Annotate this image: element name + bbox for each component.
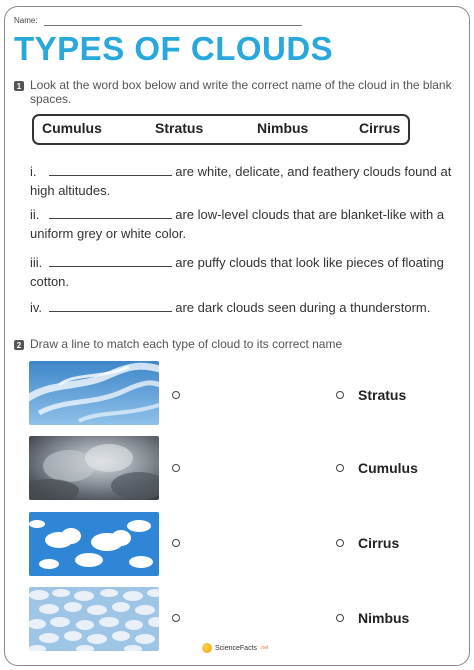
match-dot-left-2[interactable] <box>172 464 180 472</box>
match-dot-left-4[interactable] <box>172 614 180 622</box>
match-dot-right-3[interactable] <box>336 539 344 547</box>
match-label-cumulus: Cumulus <box>358 460 418 476</box>
question-2-text: are low-level clouds that are blanket-like with a uniform grey or white color. <box>30 207 445 241</box>
cloud-image-nimbus <box>29 436 159 500</box>
question-1-text: are white, delicate, and feathery clouds found at high altitudes. <box>30 164 452 198</box>
question-3-text: are puffy clouds that look like pieces of floating cotton. <box>30 255 444 289</box>
logo-text: ScienceFacts <box>215 644 258 652</box>
section-1-instruction: Look at the word box below and write the correct name of the cloud in the blank spaces. <box>30 78 452 106</box>
question-4 <box>30 298 454 317</box>
word-box-item-cumulus: Cumulus <box>42 120 102 136</box>
question-2 <box>30 205 454 243</box>
section-2-instruction: Draw a line to match each type of cloud to its correct name <box>30 337 343 351</box>
match-label-cirrus: Cirrus <box>358 535 400 551</box>
step-2-badge: 2 <box>14 340 24 350</box>
match-dot-right-1[interactable] <box>336 391 344 399</box>
word-box-item-stratus: Stratus <box>155 120 204 136</box>
match-dot-right-2[interactable] <box>336 464 344 472</box>
question-3 <box>30 253 454 291</box>
cloud-image-cumulus <box>29 512 159 576</box>
cloud-image-stratus <box>29 587 159 651</box>
match-label-stratus: Stratus <box>358 387 407 403</box>
match-dot-left-1[interactable] <box>172 391 180 399</box>
answer-blank-4[interactable] <box>49 300 172 312</box>
sun-icon <box>202 643 212 653</box>
question-4-text: are dark clouds seen during a thunderstorm. <box>175 300 431 315</box>
match-dot-right-4[interactable] <box>336 614 344 622</box>
answer-blank-2[interactable] <box>49 207 172 219</box>
question-1-number: i. <box>30 164 37 179</box>
logo-suffix: .net <box>260 645 269 651</box>
question-2-number: ii. <box>30 207 40 222</box>
step-1-badge: 1 <box>14 81 24 91</box>
question-1 <box>30 162 454 200</box>
sciencefacts-logo <box>202 643 268 653</box>
page-title: TYPES OF CLOUDS <box>14 30 334 67</box>
question-3-number: iii. <box>30 255 43 270</box>
answer-blank-1[interactable] <box>49 164 172 176</box>
name-field[interactable] <box>44 25 302 26</box>
word-box-item-cirrus: Cirrus <box>359 120 401 136</box>
match-label-nimbus: Nimbus <box>358 610 410 626</box>
cloud-image-cirrus <box>29 361 159 425</box>
name-label: Name: <box>14 16 38 25</box>
answer-blank-3[interactable] <box>49 255 172 267</box>
match-dot-left-3[interactable] <box>172 539 180 547</box>
word-box-item-nimbus: Nimbus <box>257 120 309 136</box>
question-4-number: iv. <box>30 300 43 315</box>
